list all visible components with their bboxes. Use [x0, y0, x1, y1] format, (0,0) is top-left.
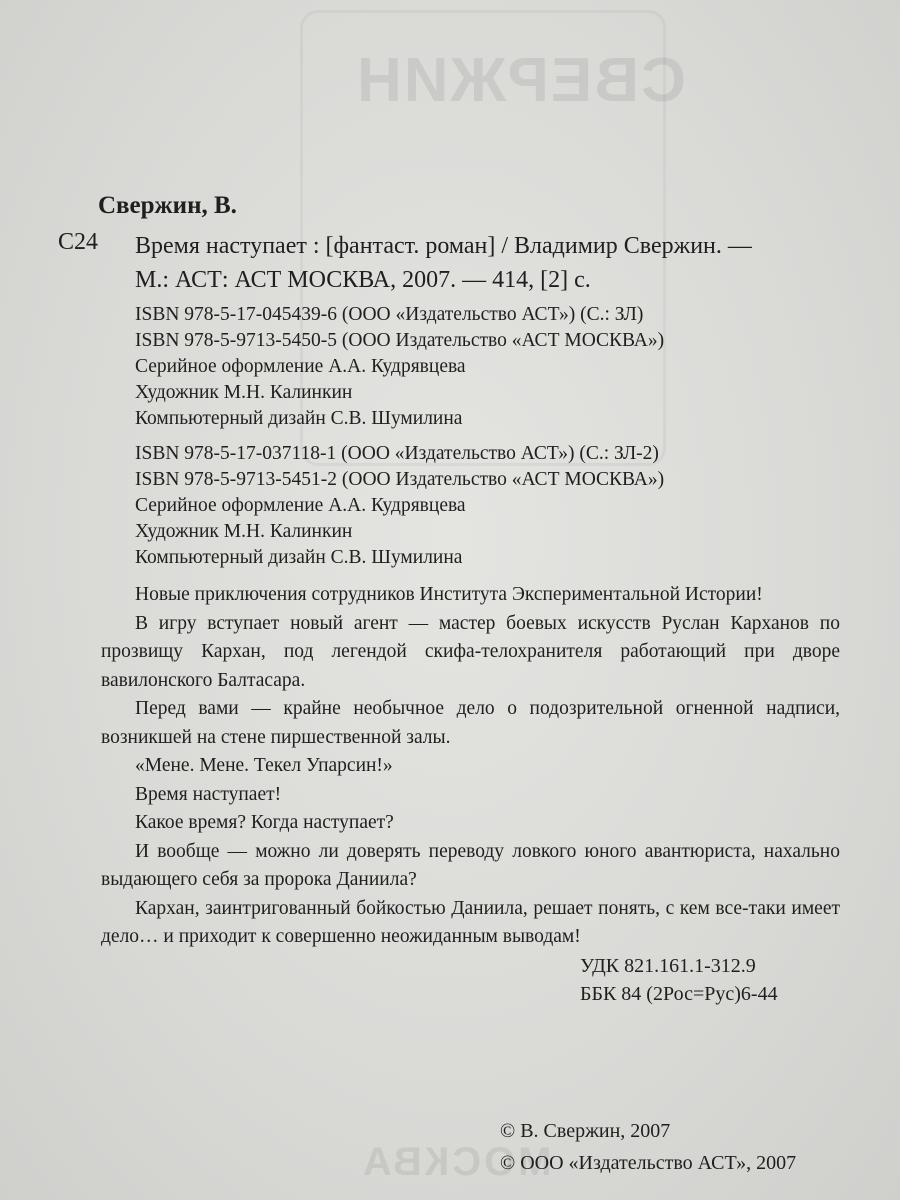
annotation-paragraph: В игру вступает новый агент — мастер боевых искусств Руслан Карханов по прозвищу Кархан, под легендой скифа-телохранителя работающий при дворе вавилонского Балтасара.	[101, 612, 840, 691]
annotation-paragraph: И вообще — можно ли доверять переводу ловкого юного авантюриста, нахально выдающего себя за пророка Даниила?	[101, 840, 840, 890]
show-through-publisher-lettering: МОСКВА	[360, 1140, 552, 1184]
isbn-group-2	[135, 441, 664, 571]
annotation-paragraph: «Мене. Мене. Текел Упарсин!»	[135, 755, 393, 776]
classification-indices	[580, 952, 778, 1008]
isbn-line: ISBN 978-5-17-045439-6 (ООО «Издательство АСТ») (С.: ЗЛ)	[135, 304, 644, 325]
credit-line: Компьютерный дизайн С.В. Шумилина	[135, 408, 463, 429]
annotation-paragraph: Кархан, заинтригованный бойкостью Даниила, решает понять, с кем все-таки имеет дело… и приходит к совершенно неожиданным выводам!	[101, 897, 840, 947]
annotation-paragraph: Новые приключения сотрудников Института Экспериментальной Истории!	[135, 584, 763, 605]
isbn-line: ISBN 978-5-9713-5450-5 (ООО Издательство «АСТ МОСКВА»)	[135, 330, 665, 351]
annotation-paragraph: Какое время? Когда наступает?	[135, 812, 394, 833]
title-line: Время наступает : [фантаст. роман] / Владимир Свержин. —	[135, 233, 752, 259]
copyright-line: © В. Свержин, 2007	[500, 1120, 671, 1142]
isbn-line: ISBN 978-5-9713-5451-2 (ООО Издательство «АСТ МОСКВА»)	[135, 469, 665, 490]
annotation-paragraph: Время наступает!	[135, 783, 282, 805]
credit-line: Художник М.Н. Калинкин	[135, 521, 353, 542]
udc-index: УДК 821.161.1-312.9	[580, 955, 756, 977]
annotation	[101, 581, 840, 952]
classification-code: С24	[58, 229, 99, 255]
credit-line: Компьютерный дизайн С.В. Шумилина	[135, 547, 463, 568]
credit-line: Художник М.Н. Калинкин	[135, 382, 353, 403]
bbk-index: ББК 84 (2Рос=Рус)6-44	[580, 983, 778, 1005]
isbn-line: ISBN 978-5-17-037118-1 (ООО «Издательство АСТ») (С.: ЗЛ-2)	[135, 443, 659, 464]
credit-line: Серийное оформление А.А. Кудрявцева	[135, 495, 466, 516]
annotation-paragraph: Перед вами — крайне необычное дело о подозрительной огненной надписи, возникшей на стене пиршественной залы.	[101, 698, 840, 748]
title-line: М.: АСТ: АСТ МОСКВА, 2007. — 414, [2] с.	[135, 267, 591, 293]
credit-line: Серийное оформление А.А. Кудрявцева	[135, 356, 466, 377]
bibliographic-description	[135, 229, 752, 297]
author-heading: Свержин, В.	[98, 192, 237, 219]
copyright-line: © ООО «Издательство АСТ», 2007	[500, 1152, 797, 1174]
show-through-cover-lettering: СВЕРЖИН	[355, 46, 686, 115]
isbn-group-1	[135, 302, 664, 432]
copyright-block	[500, 1115, 796, 1179]
